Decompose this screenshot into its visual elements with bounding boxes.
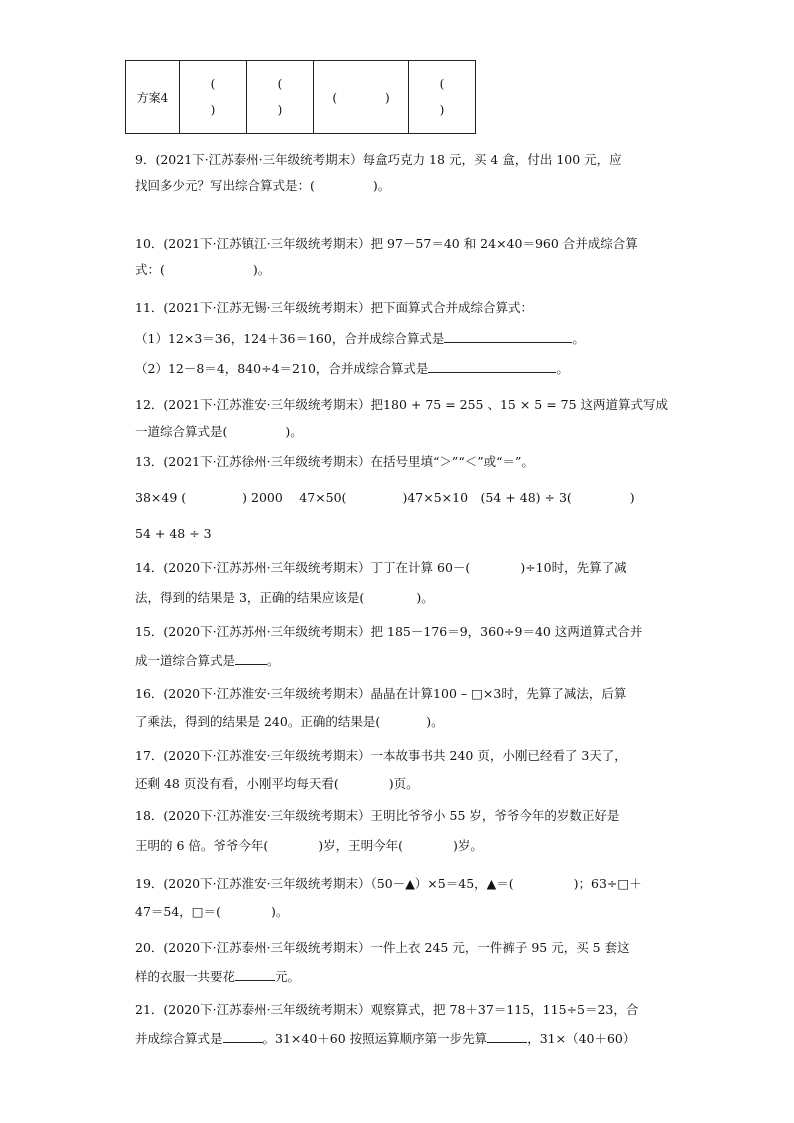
close-paren: ) [439,103,445,117]
question-line [135,904,665,920]
question-text: （1）12×3＝36，124＋36＝160，合并成综合算式是 [135,331,445,346]
question-text: 54 + 48 ÷ 3 [135,526,212,541]
question-line [135,262,665,278]
question-text: 17．(2020下·江苏淮安·三年级统考期末）一本故事书共 240 页，小刚已经看了 3天了， [135,748,627,763]
question-line [135,300,665,316]
plan-label: 方案4 [136,90,169,105]
question-text: 一道综合算式是( [135,424,228,439]
question-text: 9．(2021下·江苏泰州·三年级统考期末）每盒巧克力 18 元，买 4 盒，付出 100 元，应 [135,152,622,167]
question-text: )。 [252,262,271,277]
question-text: 10．(2021下·江苏镇江·三年级统考期末）把 97－57＝40 和 24×40＝960 合并成综合算 [135,236,638,251]
question-line [135,397,669,413]
question-line [135,748,665,764]
question-text: 15．(2020下·江苏苏州·三年级统考期末）把 185－176＝9，360÷9＝40 这两道算式合并 [135,624,643,639]
question-line [135,714,665,730]
question-text: 11．(2021下·江苏无锡·三年级统考期末）把下面算式合并成综合算式： [135,300,534,315]
question-line [135,838,665,854]
question-line [135,876,665,892]
question-text: 成一道综合算式是 [135,653,236,668]
question-text: 。 [267,653,280,668]
question-text: 19．(2020下·江苏淮安·三年级统考期末）（50－▲）×5＝45，▲＝( [135,876,514,891]
question-text: 20．(2020下·江苏泰州·三年级统考期末）一件上衣 245 元，一件裤子 95 元，买 5 套这 [135,940,630,955]
question-text: 18．(2020下·江苏淮安·三年级统考期末）王明比爷爷小 55 岁，爷爷今年的岁数正好是 [135,808,620,823]
question-line [135,178,665,194]
question-text: )。 [271,904,289,919]
close-paren: ) [277,103,283,117]
question-line [135,808,665,824]
question-line [135,526,665,542]
answer-underline[interactable] [487,1030,527,1043]
answer-underline[interactable] [428,360,556,373]
question-text: 38×49 ( [135,490,187,505]
blank-cell[interactable] [314,61,409,134]
blank-cell[interactable] [409,61,476,134]
question-line [135,424,665,440]
question-text: ，31×（40＋60） [527,1031,636,1046]
question-text: 。 [556,361,569,376]
question-text: 。31×40＋60 按照运算顺序第一步先算 [262,1031,488,1046]
question-text: 12．(2021下·江苏淮安·三年级统考期末）把180 + 75 = 255 、15 × 5 = 75 这两道算式写成 [135,397,669,412]
question-line [135,624,665,640]
question-line [135,590,665,606]
question-text: 并成综合算式是 [135,1031,223,1046]
inline-paren: ( ) [332,90,390,105]
question-text: 样的衣服一共要花 [135,969,236,984]
question-text: )岁。 [453,838,483,853]
question-text: 元。 [275,969,301,984]
question-line [135,490,665,506]
question-line [135,776,665,792]
question-text: 王明的 6 倍。爷爷今年( [135,838,269,853]
blank-cell[interactable] [180,61,247,134]
open-paren: ( [439,77,445,91]
question-line [135,652,665,669]
question-text: 式：( [135,262,165,277]
question-line [135,360,665,377]
question-line [135,330,665,347]
question-line [135,454,665,470]
question-text: （2）12－8＝4，840÷4＝210，合并成综合算式是 [135,361,429,376]
plan-label-cell [126,61,180,134]
question-line [135,1002,665,1018]
question-text: )。 [426,714,444,729]
answer-underline[interactable] [235,652,267,665]
question-line [135,152,665,168]
question-line [135,1030,665,1047]
question-text: )页。 [388,776,419,791]
question-line [135,236,665,252]
plan-table [125,60,476,134]
question-text: 了乘法，得到的结果是 240。正确的结果是( [135,714,381,729]
question-line [135,940,665,956]
question-line [135,686,665,702]
close-paren: ) [210,103,216,117]
question-text: 还剩 48 页没有看，小刚平均每天看( [135,776,339,791]
question-text: )岁，王明今年( [318,838,404,853]
question-text: )。 [372,178,391,193]
table-row [126,61,476,134]
question-text: )；63÷□＋ [573,876,642,891]
question-text: 14．(2020下·江苏苏州·三年级统考期末）丁丁在计算 60－( [135,560,471,575]
question-text: 16．(2020下·江苏淮安·三年级统考期末）晶晶在计算100 – □×3时，先算了减法，后算 [135,686,627,701]
open-paren: ( [210,77,216,91]
answer-underline[interactable] [223,1030,263,1043]
question-text: )。 [416,590,434,605]
question-text: )。 [285,424,303,439]
answer-underline[interactable] [444,330,572,343]
question-text: )47×5×10 (54 + 48) ÷ 3( [402,490,572,505]
open-paren: ( [277,77,283,91]
question-text: ) 2000 47×50( [242,490,347,505]
blank-cell[interactable] [247,61,314,134]
question-text: )÷10时，先算了减 [520,560,627,575]
question-text: 47＝54，□＝( [135,904,221,919]
answer-underline[interactable] [235,968,275,981]
question-line [135,968,665,985]
question-text: 法，得到的结果是 3，正确的结果应该是( [135,590,365,605]
question-text: 13．(2021下·江苏徐州·三年级统考期末）在括号里填“＞”“＜”或“＝”。 [135,454,534,469]
question-text: 。 [572,331,585,346]
question-text: ) [629,490,635,505]
question-line [135,560,665,576]
question-text: 找回多少元？写出综合算式是：( [135,178,315,193]
question-text: 21．(2020下·江苏泰州·三年级统考期末）观察算式，把 78＋37＝115，115÷5＝23，合 [135,1002,639,1017]
